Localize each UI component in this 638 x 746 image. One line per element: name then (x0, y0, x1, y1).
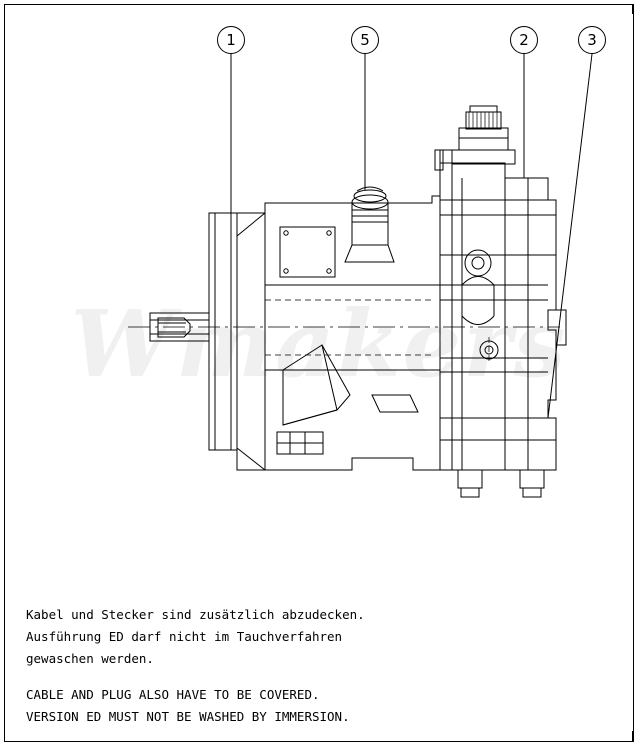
note-de-2: Ausführung ED darf nicht im Tauchverfahren (26, 629, 343, 644)
note-de-1: Kabel und Stecker sind zusätzlich abzudecken. (26, 607, 365, 622)
note-de-3: gewaschen werden. (26, 651, 154, 666)
balloon-3[interactable]: 3 (578, 26, 606, 54)
solenoid-body (459, 128, 508, 150)
mounting-bolt-right (520, 470, 544, 488)
port-cover-plate (280, 227, 335, 277)
pump-housing-outline (237, 196, 440, 470)
connector-plug (466, 112, 501, 129)
leader-line-3 (548, 54, 592, 418)
balloon-5[interactable]: 5 (351, 26, 379, 54)
balloon-1[interactable]: 1 (217, 26, 245, 54)
balloon-2[interactable]: 2 (510, 26, 538, 54)
mounting-flange (209, 213, 237, 450)
note-en-1: CABLE AND PLUG ALSO HAVE TO BE COVERED. (26, 687, 320, 702)
mounting-bolt-left (458, 470, 482, 488)
notes-block (26, 604, 586, 728)
watermark-text: Wmakers (70, 290, 568, 398)
solenoid-base (452, 150, 515, 164)
note-en-2: VERSION ED MUST NOT BE WASHED BY IMMERSION. (26, 709, 350, 724)
control-valve-block (440, 163, 556, 470)
